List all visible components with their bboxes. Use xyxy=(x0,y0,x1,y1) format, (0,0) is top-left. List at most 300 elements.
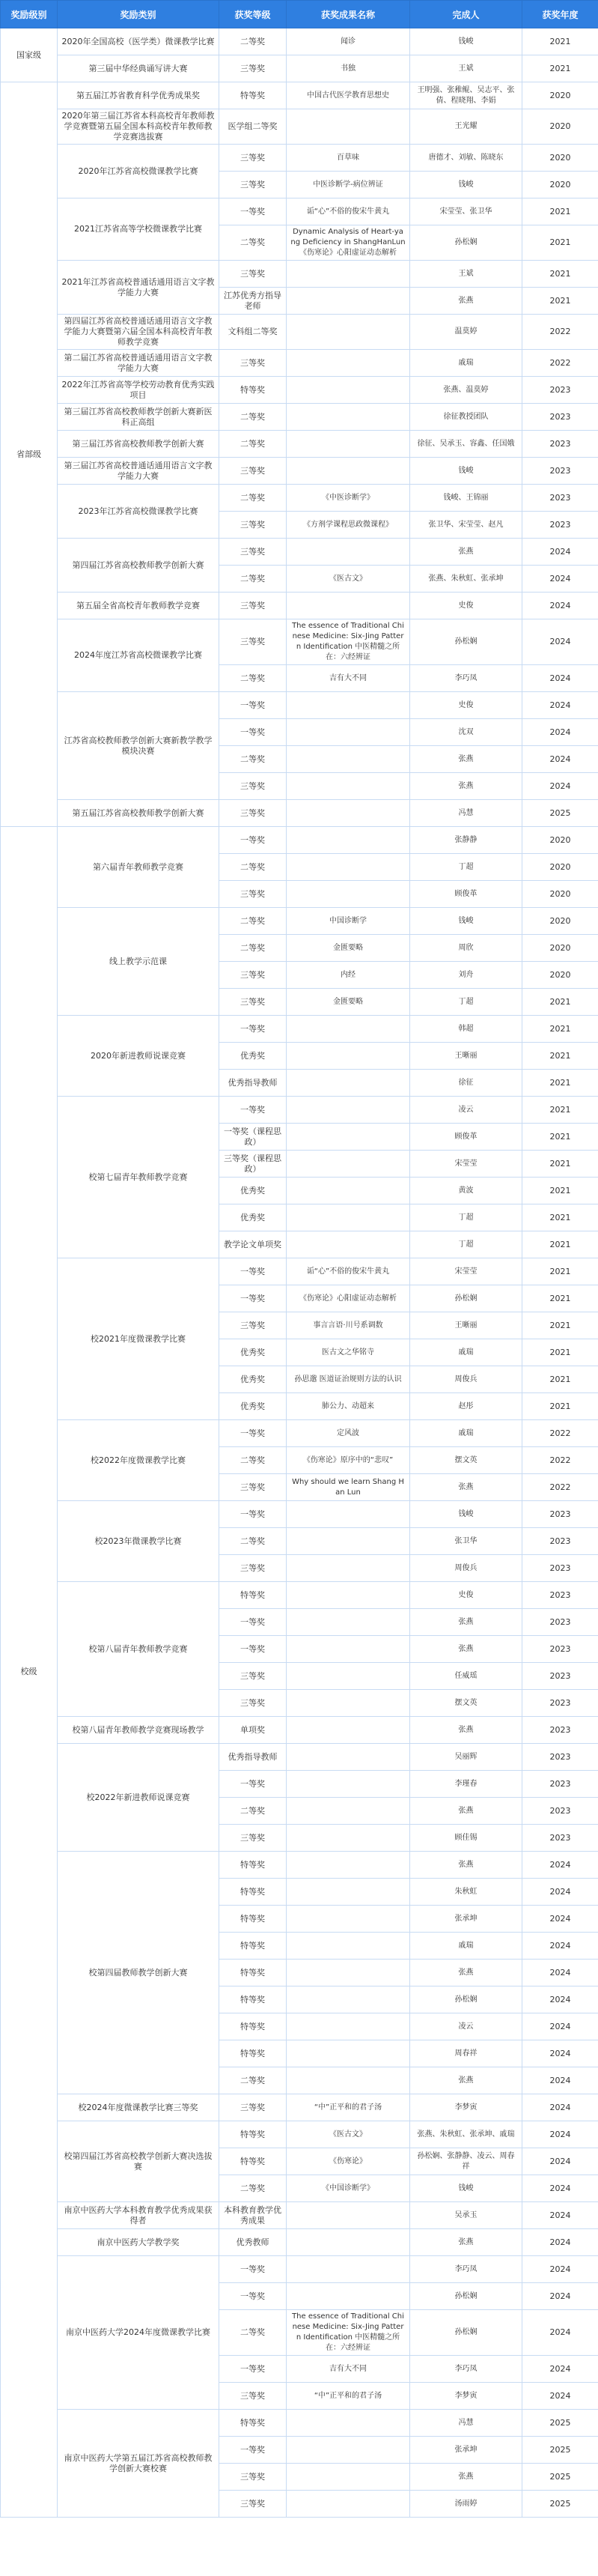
award-grade-cell: 一等奖 xyxy=(219,2283,287,2310)
award-title-cell xyxy=(287,1528,410,1555)
award-category-cell: 校2022年新进教师说课竞赛 xyxy=(58,1744,219,1852)
award-people-cell: 吴丽辉 xyxy=(410,1744,522,1771)
award-people-cell: 丁超 xyxy=(410,1231,522,1258)
award-grade-cell: 教学论文单项奖 xyxy=(219,1231,287,1258)
award-people-cell: 孙松娴 xyxy=(410,619,522,665)
award-grade-cell: 一等奖 xyxy=(219,692,287,719)
award-title-cell: 金匮要略 xyxy=(287,935,410,962)
award-category-cell: 2020年第三届江苏省本科高校青年教师教学竞赛暨第五届全国本科高校青年教师教学竞赛选拔赛 xyxy=(58,109,219,145)
award-grade-cell: 特等奖 xyxy=(219,1933,287,1960)
award-title-cell xyxy=(287,1016,410,1043)
award-people-cell: 孙松娴 xyxy=(410,1285,522,1312)
award-grade-cell: 二等奖 xyxy=(219,2310,287,2356)
award-title-cell: Why should we learn Shang Han Lun xyxy=(287,1474,410,1501)
award-people-cell: 李瑾春 xyxy=(410,1771,522,1798)
award-grade-cell: 特等奖 xyxy=(219,2040,287,2067)
award-people-cell: 张燕 xyxy=(410,1636,522,1663)
award-year-cell: 2024 xyxy=(522,2283,598,2310)
award-year-cell: 2023 xyxy=(522,1582,598,1609)
table-row xyxy=(1,1501,598,1528)
award-title-cell: “中”正平和的君子汤 xyxy=(287,2094,410,2121)
award-year-cell: 2023 xyxy=(522,431,598,458)
award-people-cell: 冯慧 xyxy=(410,2410,522,2437)
award-category-cell: 校第八届青年教师教学竞赛 xyxy=(58,1582,219,1717)
award-year-cell: 2020 xyxy=(522,145,598,172)
award-year-cell: 2021 xyxy=(522,198,598,225)
award-grade-cell: 优秀教师 xyxy=(219,2229,287,2256)
award-people-cell: 凌云 xyxy=(410,2013,522,2040)
award-year-cell: 2024 xyxy=(522,1986,598,2013)
award-people-cell: 李巧凤 xyxy=(410,2356,522,2383)
award-people-cell: 吴承玉 xyxy=(410,2202,522,2229)
award-title-cell: 百草味 xyxy=(287,145,410,172)
award-year-cell: 2023 xyxy=(522,1555,598,1582)
award-grade-cell: 三等奖 xyxy=(219,539,287,566)
award-people-cell: 张燕 xyxy=(410,1852,522,1879)
table-row xyxy=(1,2410,598,2437)
award-grade-cell: 特等奖 xyxy=(219,1582,287,1609)
award-grade-cell: 三等奖 xyxy=(219,1312,287,1339)
award-title-cell xyxy=(287,315,410,350)
award-people-cell: 冯慧 xyxy=(410,800,522,827)
award-people-cell: 凌云 xyxy=(410,1097,522,1124)
award-grade-cell: 特等奖 xyxy=(219,2410,287,2437)
award-title-cell xyxy=(287,2067,410,2094)
award-people-cell: 史俊 xyxy=(410,1582,522,1609)
award-title-cell xyxy=(287,1986,410,2013)
award-year-cell: 2023 xyxy=(522,1798,598,1825)
award-category-cell: 校2023年微课教学比赛 xyxy=(58,1501,219,1582)
award-title-cell: 《医古文》 xyxy=(287,2121,410,2148)
award-year-cell: 2020 xyxy=(522,881,598,908)
award-grade-cell: 二等奖 xyxy=(219,1798,287,1825)
award-people-cell: 戚瑞 xyxy=(410,1933,522,1960)
award-title-cell: 金匮要略 xyxy=(287,989,410,1016)
award-year-cell: 2023 xyxy=(522,404,598,431)
award-year-cell: 2021 xyxy=(522,1043,598,1070)
award-grade-cell: 三等奖 xyxy=(219,261,287,288)
award-year-cell: 2024 xyxy=(522,593,598,619)
award-title-cell: 定风波 xyxy=(287,1420,410,1447)
award-year-cell: 2024 xyxy=(522,2356,598,2383)
award-grade-cell: 一等奖 xyxy=(219,2256,287,2283)
award-people-cell: 张燕 xyxy=(410,2464,522,2491)
award-people-cell: 孙松娴、张静静、凌云、周春祥 xyxy=(410,2148,522,2175)
award-title-cell: 内经 xyxy=(287,962,410,989)
award-year-cell: 2020 xyxy=(522,172,598,198)
award-grade-cell: 三等奖（课程思政） xyxy=(219,1151,287,1178)
award-year-cell: 2023 xyxy=(522,512,598,539)
table-row xyxy=(1,485,598,512)
table-row xyxy=(1,82,598,109)
award-year-cell: 2024 xyxy=(522,692,598,719)
award-title-cell: 《医古文》 xyxy=(287,566,410,593)
award-year-cell: 2021 xyxy=(522,1312,598,1339)
award-title-cell xyxy=(287,1043,410,1070)
award-title-cell xyxy=(287,2013,410,2040)
award-grade-cell: 三等奖 xyxy=(219,2464,287,2491)
award-year-cell: 2021 xyxy=(522,1366,598,1393)
award-title-cell: 诟“心”不俗的俊宋牛黄丸 xyxy=(287,198,410,225)
award-year-cell: 2025 xyxy=(522,2410,598,2437)
award-grade-cell: 三等奖 xyxy=(219,145,287,172)
award-title-cell: 闻诊 xyxy=(287,28,410,55)
table-header xyxy=(1,1,598,28)
award-title-cell xyxy=(287,1933,410,1960)
table-row xyxy=(1,1744,598,1771)
award-people-cell: 张燕 xyxy=(410,1474,522,1501)
award-people-cell: 张卫华、宋莹莹、赵凡 xyxy=(410,512,522,539)
award-grade-cell: 三等奖 xyxy=(219,1663,287,1690)
award-people-cell: 周春祥 xyxy=(410,2040,522,2067)
award-year-cell: 2023 xyxy=(522,1825,598,1852)
award-title-cell: 中国古代医学教育思想史 xyxy=(287,82,410,109)
award-title-cell xyxy=(287,881,410,908)
award-year-cell: 2024 xyxy=(522,566,598,593)
award-year-cell: 2021 xyxy=(522,1124,598,1151)
award-people-cell: 张燕、朱秋虹、张承坤 xyxy=(410,566,522,593)
award-people-cell: 徐征教授团队 xyxy=(410,404,522,431)
award-people-cell: 张承坤 xyxy=(410,2437,522,2464)
award-people-cell: 顾俊革 xyxy=(410,1124,522,1151)
award-category-cell: 校2024年度微课教学比赛三等奖 xyxy=(58,2094,219,2121)
award-title-cell xyxy=(287,350,410,377)
award-people-cell: 王晰丽 xyxy=(410,1312,522,1339)
award-year-cell: 2022 xyxy=(522,1474,598,1501)
award-grade-cell: 单项奖 xyxy=(219,1717,287,1744)
award-grade-cell: 优秀指导教师 xyxy=(219,1070,287,1097)
award-grade-cell: 三等奖 xyxy=(219,1555,287,1582)
award-title-cell: 《伤寒论》 xyxy=(287,2148,410,2175)
award-year-cell: 2023 xyxy=(522,1609,598,1636)
award-year-cell: 2021 xyxy=(522,1393,598,1420)
award-category-cell: 第三届中华经典诵写讲大赛 xyxy=(58,55,219,82)
award-year-cell: 2021 xyxy=(522,1231,598,1258)
award-grade-cell: 二等奖 xyxy=(219,746,287,773)
award-grade-cell: 二等奖 xyxy=(219,665,287,692)
award-title-cell xyxy=(287,288,410,315)
award-title-cell: 中医诊断学-病位辨证 xyxy=(287,172,410,198)
award-people-cell: 李梦寅 xyxy=(410,2094,522,2121)
table-row xyxy=(1,619,598,665)
award-title-cell xyxy=(287,458,410,485)
award-year-cell: 2023 xyxy=(522,1690,598,1717)
table-row xyxy=(1,261,598,288)
award-people-cell: 李巧凤 xyxy=(410,665,522,692)
award-year-cell: 2021 xyxy=(522,55,598,82)
award-year-cell: 2021 xyxy=(522,989,598,1016)
award-year-cell: 2024 xyxy=(522,2067,598,2094)
award-grade-cell: 一等奖 xyxy=(219,1636,287,1663)
award-title-cell: 孙思邈 医道证治规则方法的认识 xyxy=(287,1366,410,1393)
award-year-cell: 2021 xyxy=(522,28,598,55)
award-year-cell: 2024 xyxy=(522,2040,598,2067)
award-title-cell: 《伤寒论》原序中的“悲叹” xyxy=(287,1447,410,1474)
award-grade-cell: 三等奖 xyxy=(219,2094,287,2121)
award-title-cell: 《方剂学课程思政微课程》 xyxy=(287,512,410,539)
award-year-cell: 2024 xyxy=(522,1933,598,1960)
table-row xyxy=(1,145,598,172)
award-title-cell xyxy=(287,1852,410,1879)
award-people-cell: 张燕 xyxy=(410,1717,522,1744)
award-people-cell: 王明强、张稚鲲、吴志平、张倩、程晓翔、李娟 xyxy=(410,82,522,109)
award-title-cell xyxy=(287,1771,410,1798)
award-grade-cell: 医学组二等奖 xyxy=(219,109,287,145)
award-grade-cell: 二等奖 xyxy=(219,485,287,512)
award-title-cell xyxy=(287,1744,410,1771)
award-year-cell: 2023 xyxy=(522,1663,598,1690)
award-level-cell: 校级 xyxy=(1,827,58,2518)
award-category-cell: 2021年江苏省高校普通话通用语言文字教学能力大赛 xyxy=(58,261,219,315)
table-row xyxy=(1,458,598,485)
award-grade-cell: 特等奖 xyxy=(219,2013,287,2040)
award-year-cell: 2021 xyxy=(522,1151,598,1178)
award-title-cell: 诟“心”不俗的俊宋牛黄丸 xyxy=(287,1258,410,1285)
award-year-cell: 2020 xyxy=(522,908,598,935)
award-year-cell: 2024 xyxy=(522,1852,598,1879)
award-category-cell: 南京中医药大学本科教育教学优秀成果获得者 xyxy=(58,2202,219,2229)
award-category-cell: 2020年全国高校（医学类）微课教学比赛 xyxy=(58,28,219,55)
award-grade-cell: 一等奖 xyxy=(219,1258,287,1285)
award-grade-cell: 特等奖 xyxy=(219,1986,287,2013)
award-title-cell xyxy=(287,2437,410,2464)
award-year-cell: 2024 xyxy=(522,2310,598,2356)
award-year-cell: 2024 xyxy=(522,773,598,800)
award-category-cell: 校2022年度微课教学比赛 xyxy=(58,1420,219,1501)
award-title-cell: 医古文之华铭寺 xyxy=(287,1339,410,1366)
award-title-cell xyxy=(287,1798,410,1825)
award-title-cell xyxy=(287,1501,410,1528)
award-grade-cell: 一等奖 xyxy=(219,1609,287,1636)
award-year-cell: 2020 xyxy=(522,827,598,854)
table-row xyxy=(1,800,598,827)
award-title-cell xyxy=(287,1178,410,1204)
award-year-cell: 2023 xyxy=(522,1771,598,1798)
header-grade: 获奖等级 xyxy=(219,1,287,28)
award-people-cell: 张燕 xyxy=(410,1960,522,1986)
award-people-cell: 赵彤 xyxy=(410,1393,522,1420)
award-year-cell: 2024 xyxy=(522,665,598,692)
table-row xyxy=(1,1717,598,1744)
award-title-cell: 《中国诊断学》 xyxy=(287,2175,410,2202)
header-level: 奖励级别 xyxy=(1,1,58,28)
award-grade-cell: 特等奖 xyxy=(219,1960,287,1986)
award-people-cell: 宋莹莹 xyxy=(410,1151,522,1178)
award-title-cell xyxy=(287,1204,410,1231)
award-grade-cell: 特等奖 xyxy=(219,1852,287,1879)
award-year-cell: 2023 xyxy=(522,1501,598,1528)
award-category-cell: 第三届江苏省高校教师教学创新大赛新医科正高组 xyxy=(58,404,219,431)
award-people-cell: 刘舟 xyxy=(410,962,522,989)
award-year-cell: 2021 xyxy=(522,261,598,288)
award-year-cell: 2025 xyxy=(522,2491,598,2518)
award-title-cell xyxy=(287,377,410,404)
award-title-cell xyxy=(287,109,410,145)
table-row xyxy=(1,692,598,719)
award-grade-cell: 特等奖 xyxy=(219,1879,287,1906)
award-year-cell: 2025 xyxy=(522,2464,598,2491)
award-grade-cell: 三等奖 xyxy=(219,881,287,908)
award-title-cell xyxy=(287,2256,410,2283)
award-people-cell: 丁超 xyxy=(410,1204,522,1231)
award-category-cell: 2024年度江苏省高校微课教学比赛 xyxy=(58,619,219,692)
award-title-cell xyxy=(287,1825,410,1852)
table-row xyxy=(1,350,598,377)
award-year-cell: 2021 xyxy=(522,1070,598,1097)
award-year-cell: 2024 xyxy=(522,2202,598,2229)
award-people-cell: 徐征、吴承玉、容鑫、任国娥 xyxy=(410,431,522,458)
award-title-cell xyxy=(287,746,410,773)
award-people-cell: 钱峻 xyxy=(410,458,522,485)
award-grade-cell: 二等奖 xyxy=(219,854,287,881)
award-year-cell: 2024 xyxy=(522,2383,598,2410)
table-row xyxy=(1,2094,598,2121)
award-title-cell xyxy=(287,593,410,619)
award-year-cell: 2023 xyxy=(522,1528,598,1555)
award-year-cell: 2023 xyxy=(522,1717,598,1744)
award-people-cell: 任威瑶 xyxy=(410,1663,522,1690)
award-year-cell: 2022 xyxy=(522,350,598,377)
award-grade-cell: 优秀奖 xyxy=(219,1366,287,1393)
table-row xyxy=(1,315,598,350)
award-title-cell xyxy=(287,1690,410,1717)
award-title-cell xyxy=(287,692,410,719)
award-grade-cell: 本科教育教学优秀成果 xyxy=(219,2202,287,2229)
award-grade-cell: 一等奖 xyxy=(219,827,287,854)
award-category-cell: 2020年新进教师说课竞赛 xyxy=(58,1016,219,1097)
award-people-cell: 摆文英 xyxy=(410,1690,522,1717)
award-title-cell xyxy=(287,1151,410,1178)
award-year-cell: 2024 xyxy=(522,719,598,746)
award-year-cell: 2021 xyxy=(522,288,598,315)
award-grade-cell: 三等奖 xyxy=(219,2491,287,2518)
award-year-cell: 2025 xyxy=(522,2437,598,2464)
award-grade-cell: 三等奖 xyxy=(219,619,287,665)
award-grade-cell: 三等奖 xyxy=(219,1825,287,1852)
award-grade-cell: 一等奖 xyxy=(219,1285,287,1312)
award-category-cell: 南京中医药大学第五届江苏省高校教师教学创新大赛校赛 xyxy=(58,2410,219,2518)
award-title-cell xyxy=(287,1582,410,1609)
award-grade-cell: 二等奖 xyxy=(219,566,287,593)
award-title-cell xyxy=(287,261,410,288)
award-year-cell: 2024 xyxy=(522,746,598,773)
award-year-cell: 2020 xyxy=(522,854,598,881)
award-year-cell: 2022 xyxy=(522,315,598,350)
award-people-cell: 孙松娴 xyxy=(410,1986,522,2013)
award-year-cell: 2020 xyxy=(522,962,598,989)
award-title-cell xyxy=(287,1097,410,1124)
award-grade-cell: 三等奖 xyxy=(219,458,287,485)
award-people-cell: 张燕 xyxy=(410,1798,522,1825)
award-grade-cell: 一等奖 xyxy=(219,198,287,225)
table-row xyxy=(1,431,598,458)
award-grade-cell: 三等奖 xyxy=(219,512,287,539)
award-grade-cell: 特等奖 xyxy=(219,2121,287,2148)
table-row xyxy=(1,1420,598,1447)
table-row xyxy=(1,539,598,566)
award-people-cell: 张卫华 xyxy=(410,1528,522,1555)
award-grade-cell: 二等奖 xyxy=(219,935,287,962)
award-year-cell: 2024 xyxy=(522,619,598,665)
award-people-cell: 黄波 xyxy=(410,1178,522,1204)
award-grade-cell: 特等奖 xyxy=(219,1906,287,1933)
award-title-cell: 书独 xyxy=(287,55,410,82)
award-grade-cell: 二等奖 xyxy=(219,2175,287,2202)
award-title-cell xyxy=(287,800,410,827)
award-people-cell: 张燕 xyxy=(410,1609,522,1636)
award-title-cell xyxy=(287,2202,410,2229)
award-title-cell xyxy=(287,539,410,566)
award-title-cell: 吉有大不同 xyxy=(287,2356,410,2383)
table-body xyxy=(1,28,598,2518)
award-year-cell: 2020 xyxy=(522,109,598,145)
award-year-cell: 2021 xyxy=(522,1258,598,1285)
award-grade-cell: 一等奖 xyxy=(219,1016,287,1043)
table-row xyxy=(1,827,598,854)
award-grade-cell: 文科组二等奖 xyxy=(219,315,287,350)
table-row xyxy=(1,593,598,619)
award-category-cell: 第三届江苏省高校普通话通用语言文字教学能力大赛 xyxy=(58,458,219,485)
table-row xyxy=(1,2121,598,2148)
award-people-cell: 戚瑞 xyxy=(410,1420,522,1447)
award-category-cell: 校2021年度微课教学比赛 xyxy=(58,1258,219,1420)
award-grade-cell: 二等奖 xyxy=(219,225,287,261)
award-people-cell: 孙松娴 xyxy=(410,2310,522,2356)
table-row xyxy=(1,28,598,55)
award-title-cell xyxy=(287,1636,410,1663)
award-grade-cell: 二等奖 xyxy=(219,1528,287,1555)
award-category-cell: 2023年江苏省高校微课教学比赛 xyxy=(58,485,219,539)
award-grade-cell: 一等奖 xyxy=(219,1420,287,1447)
table-row xyxy=(1,377,598,404)
award-people-cell: 钱峻 xyxy=(410,28,522,55)
award-category-cell: 校第七届青年教师教学竞赛 xyxy=(58,1097,219,1258)
award-title-cell: The essence of Traditional Chinese Medicine: Six-Jing Pattern Identification 中医精髓之所在：六经辨证 xyxy=(287,619,410,665)
award-title-cell xyxy=(287,2464,410,2491)
award-year-cell: 2024 xyxy=(522,2256,598,2283)
award-title-cell xyxy=(287,2040,410,2067)
award-year-cell: 2024 xyxy=(522,539,598,566)
award-people-cell: 宋莹莹、张卫华 xyxy=(410,198,522,225)
award-people-cell: 钱峻 xyxy=(410,172,522,198)
award-year-cell: 2024 xyxy=(522,2175,598,2202)
award-year-cell: 2022 xyxy=(522,1420,598,1447)
award-people-cell: 张燕 xyxy=(410,288,522,315)
award-year-cell: 2023 xyxy=(522,377,598,404)
award-title-cell xyxy=(287,1879,410,1906)
award-title-cell xyxy=(287,827,410,854)
award-title-cell: 吉有大不同 xyxy=(287,665,410,692)
award-people-cell: 孙松娴 xyxy=(410,2283,522,2310)
award-people-cell: 汤雨婷 xyxy=(410,2491,522,2518)
award-category-cell: 江苏省高校教师教学创新大赛新教学教学模块决赛 xyxy=(58,692,219,800)
award-category-cell: 第六届青年教师教学竞赛 xyxy=(58,827,219,908)
award-grade-cell: 二等奖 xyxy=(219,2067,287,2094)
award-year-cell: 2024 xyxy=(522,1960,598,1986)
award-grade-cell: 三等奖 xyxy=(219,989,287,1016)
table-row xyxy=(1,2229,598,2256)
award-category-cell: 第五届江苏省高校教师教学创新大赛 xyxy=(58,800,219,827)
table-row xyxy=(1,404,598,431)
award-grade-cell: 三等奖 xyxy=(219,773,287,800)
award-people-cell: 张燕 xyxy=(410,539,522,566)
award-grade-cell: 优秀指导教师 xyxy=(219,1744,287,1771)
award-title-cell xyxy=(287,1717,410,1744)
award-title-cell: “中”正平和的君子汤 xyxy=(287,2383,410,2410)
award-people-cell: 戚瑞 xyxy=(410,350,522,377)
award-people-cell: 周欣 xyxy=(410,935,522,962)
table-row xyxy=(1,1852,598,1879)
